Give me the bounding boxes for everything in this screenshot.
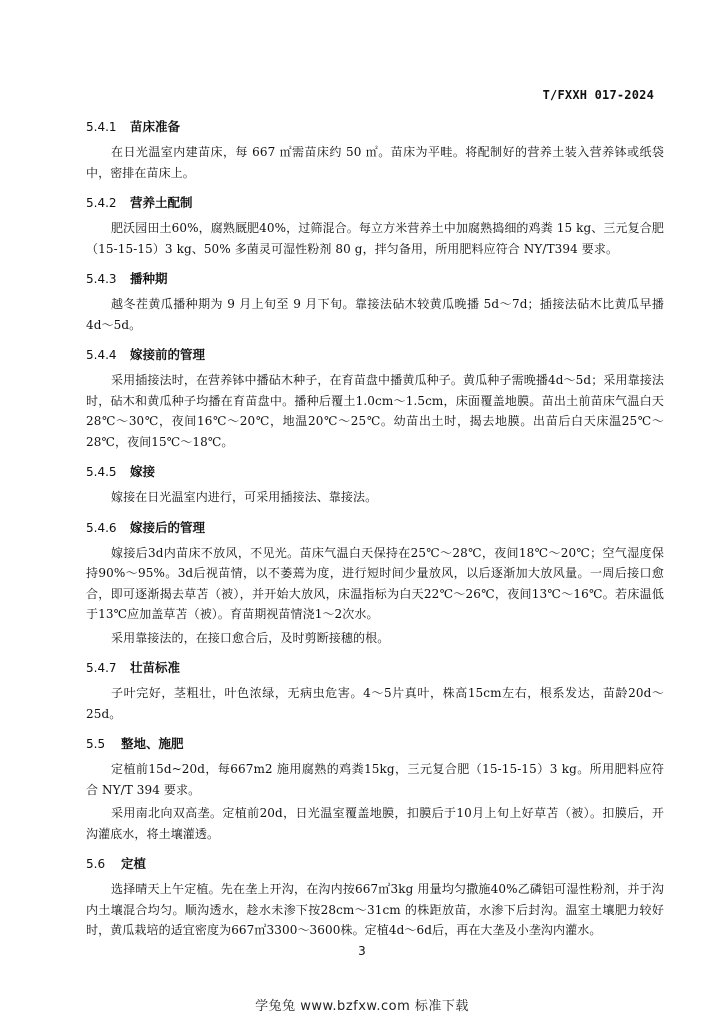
- section-paragraph: 采用靠接法的，在接口愈合后，及时剪断接穗的根。: [111, 630, 390, 645]
- section-title: 营养土配制: [130, 195, 193, 210]
- section-title: 整地、施肥: [121, 736, 184, 751]
- section-heading: [86, 270, 664, 288]
- section-heading: [86, 519, 664, 537]
- section-number: 5.4.3: [86, 272, 117, 286]
- section-gap: [86, 262, 664, 266]
- section-paragraph: 在日光温室内建苗床，每 667 ㎡需苗床约 50 ㎡。苗床为平畦。将配制好的营养土装入营养钵或纸袋中，密排在苗床上。: [86, 145, 664, 180]
- section-gap: [86, 847, 664, 851]
- section-title: 嫁接: [130, 464, 156, 479]
- section-number: 5.4.5: [86, 465, 117, 479]
- section-paragraph: 嫁接在日光温室内进行，可采用插接法、靠接法。: [111, 490, 378, 504]
- section-number: 5.5: [86, 737, 106, 751]
- section-gap: [86, 186, 664, 190]
- section-paragraph: 嫁接后3d内苗床不放风，不见光。苗床气温白天保持在25℃～28℃，夜间18℃～20℃；空气湿度保持90%～95%。3d后视苗情，以不萎蔫为度，进行短时间少量放风，以后逐渐加大放风量。一周后接口愈合，即可逐渐揭去草苫（被），并开始大放风，床温指标为白天22℃～26℃，夜间13℃～16℃。若床温低于13℃应加盖草苫（被）。育苗期视苗情浇1～2次水。: [86, 545, 664, 621]
- section-paragraph: 子叶完好，茎粗壮，叶色浓绿，无病虫危害。4～5片真叶，株高15cm左右，根系发达，苗龄20d～25d。: [86, 686, 664, 721]
- section-paragraph: 越冬茬黄瓜播种期为 9 月上旬至 9 月下旬。靠接法砧木较黄瓜晚播 5d～7d；插接法砧木比黄瓜早播 4d～5d。: [86, 297, 664, 332]
- section-gap: [86, 455, 664, 459]
- section-gap: [86, 651, 664, 655]
- section-paragraph: 选择晴天上午定植。先在垄上开沟，在沟内按667㎡3kg 用量均匀撒施40%乙磷铝可湿性粉剂，并于沟内土壤混合均匀。顺沟透水，趁水未渗下按28cm～31cm 的株距放苗，水渗下后封沟。温室土壤肥力较好时，黄瓜栽培的适宜密度为667㎡3300～3600株。定植4d～6d后，再在大垄及小垄沟内灌水。: [86, 882, 664, 937]
- section-heading: [86, 346, 664, 364]
- section-gap: [86, 511, 664, 515]
- section-paragraph: 肥沃园田土60%，腐熟厩肥40%，过筛混合。每立方米营养土中加腐熟捣细的鸡粪 15 kg、三元复合肥（15-15-15）3 kg、50% 多菌灵可湿性粉剂 80 g，拌匀备用，所用肥料应符合 NY/T394 要求。: [86, 221, 664, 256]
- section-heading: [86, 118, 664, 136]
- footer-watermark: 学兔兔 www.bzfxw.com 标准下载: [255, 999, 469, 1014]
- section-number: 5.6: [86, 857, 106, 871]
- section-title: 壮苗标准: [130, 660, 181, 675]
- section-paragraph: 定植前15d~20d，每667m2 施用腐熟的鸡粪15kg，三元复合肥（15-15-15）3 kg。所用肥料应符合 NY/T 394 要求。: [86, 762, 664, 797]
- section-heading: [86, 463, 664, 481]
- section-gap: [86, 727, 664, 731]
- section-number: 5.4.7: [86, 661, 117, 675]
- section-title: 播种期: [130, 271, 168, 286]
- section-number: 5.4.6: [86, 520, 117, 535]
- document-body: [86, 114, 664, 948]
- section-heading: [86, 194, 664, 212]
- section-title: 嫁接前的管理: [130, 347, 206, 362]
- section-heading: [86, 735, 664, 753]
- section-paragraph: 采用插接法时，在营养钵中播砧木种子，在育苗盘中播黄瓜种子。黄瓜种子需晚播4d～5d；采用靠接法时，砧木和黄瓜种子均播在育苗盘中。播种后覆土1.0cm～1.5cm，床面覆盖地膜。苗出土前苗床气温白天28℃～30℃，夜间16℃～20℃，地温20℃～25℃。幼苗出土时，揭去地膜。出苗后白天床温25℃～28℃，夜间15℃～18℃。: [86, 373, 664, 449]
- section-title: 苗床准备: [130, 119, 181, 134]
- section-heading: [86, 855, 664, 873]
- section-title: 定植: [121, 856, 147, 871]
- section-heading: [86, 659, 664, 677]
- section-title: 嫁接后的管理: [130, 519, 206, 535]
- page-number: 3: [358, 944, 366, 958]
- document-code: T/FXXH 017-2024: [542, 88, 654, 102]
- section-gap: [86, 338, 664, 342]
- section-number: 5.4.4: [86, 348, 117, 362]
- section-number: 5.4.1: [86, 120, 117, 134]
- section-paragraph: 采用南北向双高垄。定植前20d，日光温室覆盖地膜，扣膜后于10月上旬上好草苫（被）。扣膜后，开沟灌底水，将土壤灌透。: [86, 806, 664, 841]
- section-number: 5.4.2: [86, 196, 117, 210]
